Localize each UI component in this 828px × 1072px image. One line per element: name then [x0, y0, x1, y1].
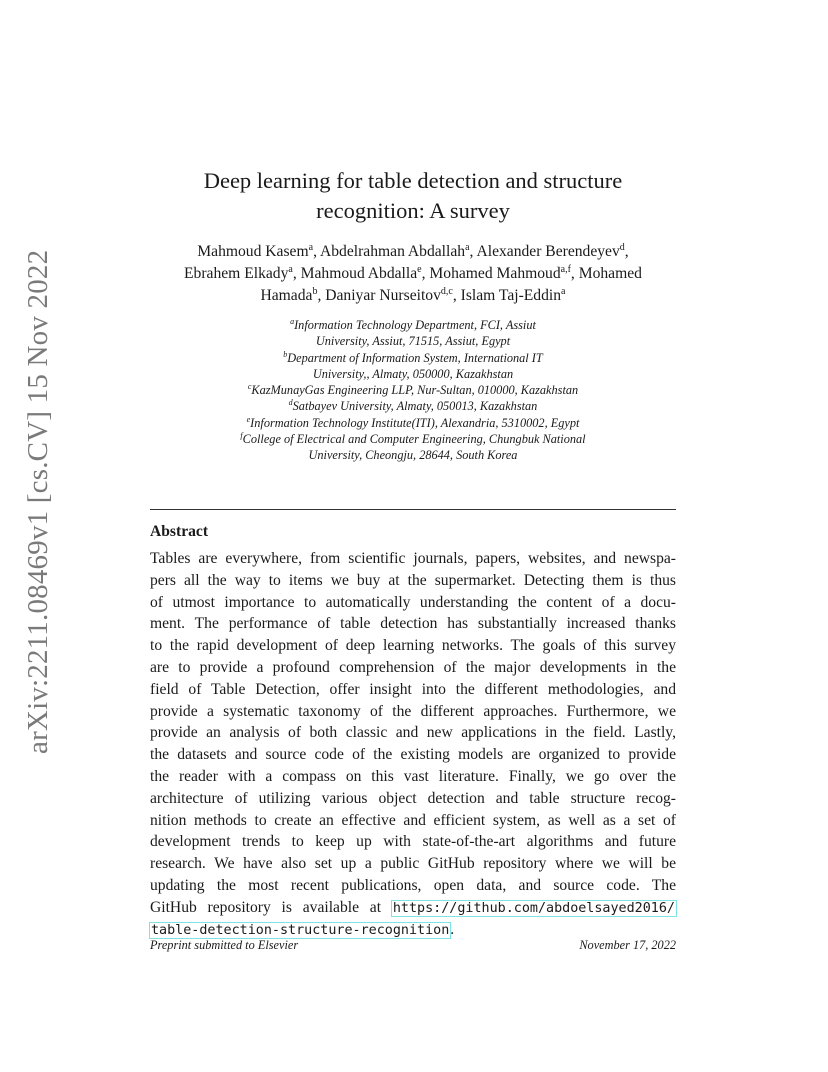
author-name: Ebrahem Elkady — [184, 265, 289, 282]
abstract-text: GitHub repository is available at — [150, 898, 392, 916]
abstract-line: of utmost importance to automatically understanding the content of a docu- — [150, 593, 676, 611]
abstract-line: to the rapid development of deep learning networks. The goals of this survey — [150, 637, 676, 655]
affiliation-b-cont: University,, Almaty, 050000, Kazakhstan — [312, 366, 514, 381]
affiliation-d — [150, 398, 676, 414]
abstract-line: field of Table Detection, offer insight into the different methodologies, and — [150, 680, 676, 698]
affiliation-line: Information Technology Institute(ITI), Alexandria, 5310002, Egypt — [250, 415, 580, 430]
affiliation-line: KazMunayGas Engineering LLP, Nur-Sultan, 010000, Kazakhstan — [251, 383, 579, 398]
affiliation-list — [150, 317, 676, 464]
arxiv-identifier-stamp: arXiv:2211.08469v1 [cs.CV] 15 Nov 2022 — [22, 249, 54, 754]
paper-title — [150, 166, 676, 226]
abstract-line: nition methods to create an effective and efficient system, as well as a set of — [150, 811, 676, 829]
author-name: Mahmoud Abdalla — [300, 265, 418, 282]
abstract-line: updating the most recent publications, open data, and source code. The — [150, 876, 676, 894]
affiliation-mark: b — [283, 349, 288, 359]
affiliation-line: Information Technology Department, FCI, Assiut — [294, 318, 536, 332]
horizontal-rule — [150, 509, 676, 510]
abstract-line: the datasets and source code of the existing models are organized to provide — [150, 746, 676, 764]
author-name: Abdelrahman Abdallah — [320, 243, 466, 260]
abstract-line: are to provide a profound comprehension of the major developments in the — [150, 658, 676, 676]
author-affiliation-mark: e — [417, 263, 422, 275]
affiliation-line: Satbayev University, Almaty, 050013, Kazakhstan — [292, 399, 538, 414]
affiliation-line: College of Electrical and Computer Engineering, Chungbuk National — [242, 432, 586, 447]
abstract-text: . — [450, 920, 455, 938]
affiliation-mark: a — [290, 316, 295, 326]
abstract-line: architecture of utilizing various object detection and table structure recog- — [150, 789, 676, 807]
abstract-heading: Abstract — [150, 523, 209, 540]
abstract-line: provide an analysis of both classic and new applications in the field. Lastly, — [150, 724, 676, 742]
abstract-line: research. We have also set up a public GitHub repository where we will be — [150, 855, 676, 873]
affiliation-f — [150, 431, 676, 447]
abstract-line-with-link — [150, 897, 676, 919]
github-repository-link-continued[interactable]: table-detection-structure-recognition — [151, 922, 450, 938]
author-affiliation-mark: a — [465, 241, 470, 253]
author-name: Alexander Berendeyev — [476, 243, 620, 260]
affiliation-mark: d — [288, 398, 293, 408]
title-line-2: recognition: A survey — [316, 198, 510, 223]
author-name-first-part: Mohamed — [578, 265, 642, 282]
abstract-line: the reader with a compass on this vast literature. Finally, we go over the — [150, 767, 676, 785]
author-affiliation-mark: d,c — [440, 285, 453, 297]
author-affiliation-mark: b — [312, 285, 318, 297]
abstract-line: pers all the way to items we buy at the supermarket. Detecting them is thus — [150, 571, 676, 589]
affiliation-f-cont: University, Cheongju, 28644, South Korea — [308, 448, 518, 463]
author-affiliation-mark: a — [308, 241, 314, 253]
author-name: Mahmoud Kasem — [197, 243, 309, 260]
abstract-line: development trends to keep up with state-of-the-art algorithms and future — [150, 833, 676, 851]
affiliation-mark: c — [247, 382, 252, 392]
footer-preprint-note: Preprint submitted to Elsevier — [150, 938, 299, 952]
author-affiliation-mark: a,f — [560, 263, 571, 275]
author-name: Islam Taj-Eddin — [460, 287, 562, 304]
author-list: Mahmoud Kasem$^a$, Abdelrahman Abdallah$^a$, Alexander Berendeyev$^d$, Ebrahem Elkady$^a$, Mahmoud Abdalla$^e$, Mohamed Mahmoud$^{a,f}$, Mohamed Hamada$^b$, Daniyar Nurseitov$^{d,c}$, Islam Taj-Eddin$^a$ — [184, 241, 642, 304]
author-name: Daniyar Nurseitov — [325, 287, 441, 304]
abstract-line: provide a systematic taxonomy of the different approaches. Furthermore, we — [150, 702, 676, 720]
author-name-second-part: Hamada — [260, 287, 313, 304]
affiliation-mark: e — [246, 414, 251, 424]
affiliation-mark: f — [240, 430, 243, 440]
affiliation-c — [150, 382, 676, 398]
title-line-1: Deep learning for table detection and structure — [203, 168, 623, 193]
affiliation-b — [150, 350, 676, 366]
abstract-line: Tables are everywhere, from scientific journals, papers, websites, and newspa- — [150, 550, 676, 567]
github-repository-link[interactable]: https://github.com/abdoelsayed2016/ — [392, 900, 675, 916]
affiliation-e — [150, 415, 676, 431]
author-name: Mohamed Mahmoud — [429, 265, 561, 282]
affiliation-line: Department of Information System, International IT — [287, 350, 543, 365]
author-affiliation-mark: a — [288, 263, 293, 275]
affiliation-a — [150, 317, 676, 333]
abstract-line: ment. The performance of table detection has substantially increased thanks — [150, 615, 676, 633]
abstract-body — [150, 548, 676, 940]
footer-date: November 17, 2022 — [579, 938, 676, 952]
author-affiliation-mark: d — [619, 241, 625, 253]
author-affiliation-mark: a — [561, 285, 566, 297]
affiliation-a-cont: University, Assiut, 71515, Assiut, Egypt — [315, 334, 511, 349]
